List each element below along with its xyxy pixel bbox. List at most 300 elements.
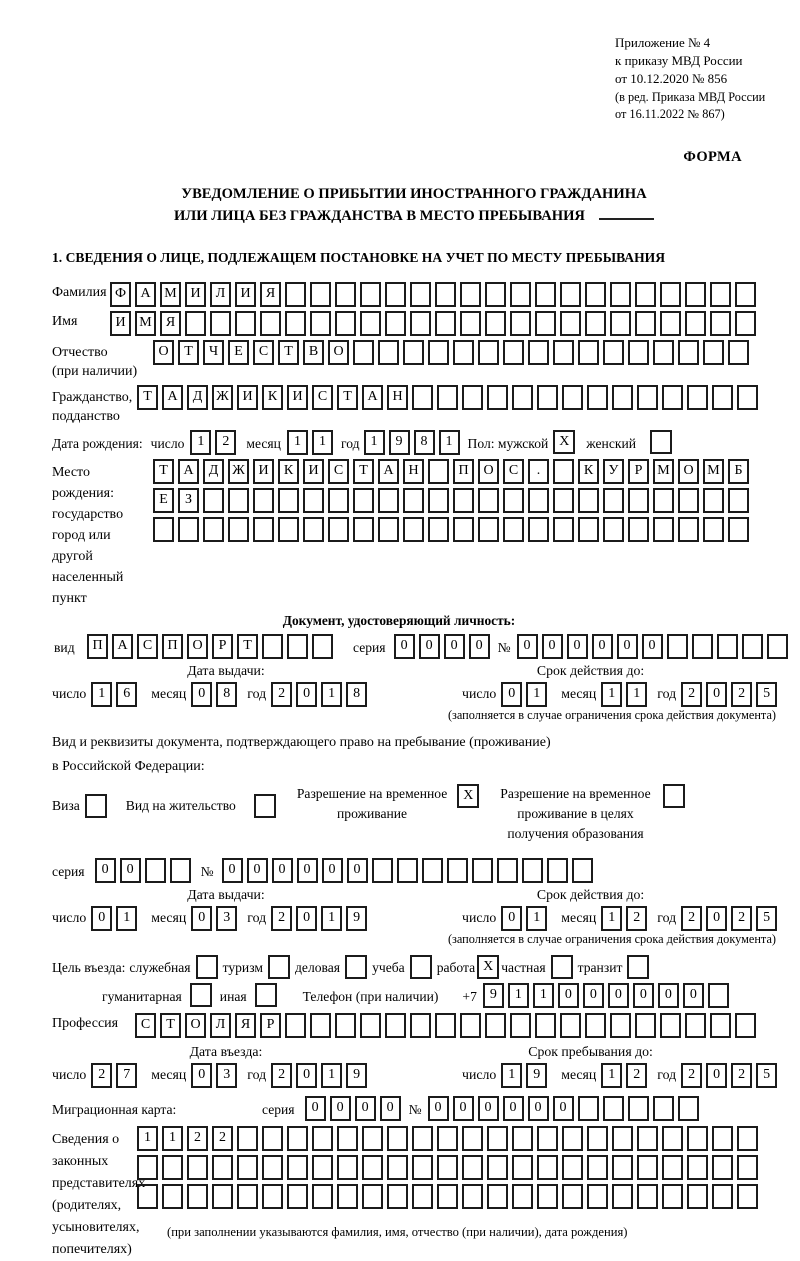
char-cell[interactable]: М	[160, 282, 181, 307]
char-cell[interactable]: Д	[203, 459, 224, 484]
char-cell[interactable]	[353, 340, 374, 365]
char-cell[interactable]: 0	[191, 682, 212, 707]
char-cell[interactable]: 1	[162, 1126, 183, 1151]
char-cell[interactable]	[145, 858, 166, 883]
sex-female-checkbox[interactable]	[650, 430, 672, 454]
char-cell[interactable]: Т	[237, 634, 258, 659]
char-cell[interactable]	[287, 634, 308, 659]
char-cell[interactable]	[535, 311, 556, 336]
char-cell[interactable]	[203, 517, 224, 542]
char-cell[interactable]: 1	[287, 430, 308, 455]
char-cell[interactable]: Е	[228, 340, 249, 365]
char-cell[interactable]: Р	[260, 1013, 281, 1038]
char-cell[interactable]	[312, 1126, 333, 1151]
purpose-option-study-checkbox[interactable]	[410, 955, 432, 979]
char-cell[interactable]: 2	[731, 1063, 752, 1088]
char-cell[interactable]	[628, 517, 649, 542]
char-cell[interactable]	[460, 311, 481, 336]
char-cell[interactable]	[137, 1184, 158, 1209]
char-cell[interactable]	[335, 311, 356, 336]
char-cell[interactable]	[610, 311, 631, 336]
char-cell[interactable]	[522, 858, 543, 883]
char-cell[interactable]: Ф	[110, 282, 131, 307]
char-cell[interactable]	[478, 517, 499, 542]
char-cell[interactable]	[385, 1013, 406, 1038]
char-cell[interactable]	[403, 340, 424, 365]
char-cell[interactable]	[412, 1184, 433, 1209]
char-cell[interactable]	[162, 1184, 183, 1209]
char-cell[interactable]: Т	[353, 459, 374, 484]
char-cell[interactable]: С	[253, 340, 274, 365]
char-cell[interactable]	[537, 385, 558, 410]
char-cell[interactable]	[412, 1126, 433, 1151]
char-cell[interactable]: 0	[355, 1096, 376, 1121]
char-cell[interactable]	[212, 1184, 233, 1209]
char-cell[interactable]	[328, 488, 349, 513]
char-cell[interactable]	[767, 634, 788, 659]
char-cell[interactable]	[653, 340, 674, 365]
char-cell[interactable]	[512, 1126, 533, 1151]
char-cell[interactable]: 0	[503, 1096, 524, 1121]
char-cell[interactable]: 9	[389, 430, 410, 455]
char-cell[interactable]	[278, 517, 299, 542]
char-cell[interactable]	[510, 1013, 531, 1038]
char-cell[interactable]: 2	[731, 682, 752, 707]
char-cell[interactable]: К	[262, 385, 283, 410]
char-cell[interactable]: И	[237, 385, 258, 410]
char-cell[interactable]	[278, 488, 299, 513]
char-cell[interactable]: 2	[626, 1063, 647, 1088]
char-cell[interactable]	[603, 340, 624, 365]
char-cell[interactable]: Н	[387, 385, 408, 410]
char-cell[interactable]: 1	[91, 682, 112, 707]
char-cell[interactable]: 0	[583, 983, 604, 1008]
char-cell[interactable]: 1	[312, 430, 333, 455]
purpose-option-humanitarian-checkbox[interactable]	[190, 983, 212, 1007]
char-cell[interactable]: А	[162, 385, 183, 410]
char-cell[interactable]	[397, 858, 418, 883]
char-cell[interactable]	[578, 517, 599, 542]
char-cell[interactable]: 0	[608, 983, 629, 1008]
char-cell[interactable]	[435, 282, 456, 307]
char-cell[interactable]	[328, 517, 349, 542]
char-cell[interactable]: К	[278, 459, 299, 484]
char-cell[interactable]	[660, 282, 681, 307]
char-cell[interactable]	[560, 282, 581, 307]
char-cell[interactable]	[422, 858, 443, 883]
char-cell[interactable]: 0	[658, 983, 679, 1008]
char-cell[interactable]: Т	[337, 385, 358, 410]
char-cell[interactable]: 5	[756, 682, 777, 707]
char-cell[interactable]	[360, 282, 381, 307]
char-cell[interactable]: А	[112, 634, 133, 659]
char-cell[interactable]	[187, 1184, 208, 1209]
char-cell[interactable]: 0	[296, 1063, 317, 1088]
char-cell[interactable]	[572, 858, 593, 883]
char-cell[interactable]	[410, 282, 431, 307]
char-cell[interactable]	[478, 340, 499, 365]
char-cell[interactable]	[337, 1155, 358, 1180]
char-cell[interactable]: О	[187, 634, 208, 659]
char-cell[interactable]: 0	[419, 634, 440, 659]
char-cell[interactable]: 1	[508, 983, 529, 1008]
char-cell[interactable]	[510, 311, 531, 336]
char-cell[interactable]	[428, 340, 449, 365]
char-cell[interactable]	[662, 385, 683, 410]
char-cell[interactable]	[378, 340, 399, 365]
sex-male-checkbox[interactable]: X	[553, 430, 575, 454]
char-cell[interactable]: Ж	[228, 459, 249, 484]
char-cell[interactable]	[260, 311, 281, 336]
char-cell[interactable]	[662, 1126, 683, 1151]
char-cell[interactable]: 2	[626, 906, 647, 931]
char-cell[interactable]	[262, 634, 283, 659]
char-cell[interactable]: Я	[260, 282, 281, 307]
char-cell[interactable]: Е	[153, 488, 174, 513]
char-cell[interactable]: Ч	[203, 340, 224, 365]
char-cell[interactable]	[678, 1096, 699, 1121]
char-cell[interactable]	[587, 1155, 608, 1180]
char-cell[interactable]	[528, 340, 549, 365]
edu-permit-checkbox[interactable]	[663, 784, 685, 808]
char-cell[interactable]: 1	[190, 430, 211, 455]
char-cell[interactable]: 0	[642, 634, 663, 659]
char-cell[interactable]	[742, 634, 763, 659]
char-cell[interactable]	[603, 1096, 624, 1121]
char-cell[interactable]	[662, 1184, 683, 1209]
char-cell[interactable]	[628, 488, 649, 513]
char-cell[interactable]	[610, 282, 631, 307]
purpose-option-transit-checkbox[interactable]	[627, 955, 649, 979]
char-cell[interactable]: 1	[526, 682, 547, 707]
char-cell[interactable]	[453, 488, 474, 513]
char-cell[interactable]	[360, 311, 381, 336]
char-cell[interactable]	[478, 488, 499, 513]
char-cell[interactable]: С	[312, 385, 333, 410]
char-cell[interactable]: 1	[601, 906, 622, 931]
char-cell[interactable]	[212, 1155, 233, 1180]
char-cell[interactable]	[562, 385, 583, 410]
char-cell[interactable]: 1	[137, 1126, 158, 1151]
char-cell[interactable]: О	[153, 340, 174, 365]
char-cell[interactable]	[637, 1126, 658, 1151]
char-cell[interactable]: О	[678, 459, 699, 484]
char-cell[interactable]	[237, 1184, 258, 1209]
char-cell[interactable]: 8	[346, 682, 367, 707]
char-cell[interactable]: 1	[501, 1063, 522, 1088]
char-cell[interactable]: О	[185, 1013, 206, 1038]
char-cell[interactable]	[472, 858, 493, 883]
char-cell[interactable]: 1	[526, 906, 547, 931]
char-cell[interactable]: С	[503, 459, 524, 484]
char-cell[interactable]	[737, 1155, 758, 1180]
char-cell[interactable]: 0	[444, 634, 465, 659]
char-cell[interactable]: П	[453, 459, 474, 484]
char-cell[interactable]	[228, 488, 249, 513]
char-cell[interactable]	[687, 1126, 708, 1151]
temp-permit-checkbox[interactable]: X	[457, 784, 479, 808]
residence-permit-checkbox[interactable]	[254, 794, 276, 818]
char-cell[interactable]: 0	[517, 634, 538, 659]
char-cell[interactable]: 9	[346, 1063, 367, 1088]
char-cell[interactable]: 0	[683, 983, 704, 1008]
char-cell[interactable]	[578, 340, 599, 365]
char-cell[interactable]	[437, 1126, 458, 1151]
visa-checkbox[interactable]	[85, 794, 107, 818]
char-cell[interactable]	[735, 282, 756, 307]
char-cell[interactable]: 0	[91, 906, 112, 931]
purpose-option-other-checkbox[interactable]	[255, 983, 277, 1007]
char-cell[interactable]: 0	[95, 858, 116, 883]
char-cell[interactable]	[162, 1155, 183, 1180]
char-cell[interactable]	[603, 517, 624, 542]
char-cell[interactable]	[512, 1155, 533, 1180]
char-cell[interactable]: И	[110, 311, 131, 336]
char-cell[interactable]	[685, 1013, 706, 1038]
char-cell[interactable]	[312, 634, 333, 659]
char-cell[interactable]	[610, 1013, 631, 1038]
char-cell[interactable]	[512, 385, 533, 410]
char-cell[interactable]: М	[135, 311, 156, 336]
char-cell[interactable]	[553, 517, 574, 542]
purpose-option-business-checkbox[interactable]	[196, 955, 218, 979]
char-cell[interactable]	[337, 1126, 358, 1151]
char-cell[interactable]: 8	[216, 682, 237, 707]
char-cell[interactable]: 2	[187, 1126, 208, 1151]
char-cell[interactable]	[410, 1013, 431, 1038]
char-cell[interactable]	[535, 282, 556, 307]
char-cell[interactable]	[428, 488, 449, 513]
char-cell[interactable]	[612, 1155, 633, 1180]
char-cell[interactable]: А	[362, 385, 383, 410]
char-cell[interactable]	[537, 1184, 558, 1209]
char-cell[interactable]	[460, 1013, 481, 1038]
char-cell[interactable]: 0	[296, 906, 317, 931]
char-cell[interactable]	[210, 311, 231, 336]
char-cell[interactable]	[712, 385, 733, 410]
char-cell[interactable]	[378, 488, 399, 513]
char-cell[interactable]: 1	[533, 983, 554, 1008]
char-cell[interactable]: 0	[305, 1096, 326, 1121]
char-cell[interactable]: Р	[212, 634, 233, 659]
char-cell[interactable]	[453, 340, 474, 365]
char-cell[interactable]: И	[253, 459, 274, 484]
char-cell[interactable]	[285, 1013, 306, 1038]
char-cell[interactable]	[187, 1155, 208, 1180]
char-cell[interactable]	[678, 340, 699, 365]
char-cell[interactable]: 0	[706, 1063, 727, 1088]
char-cell[interactable]	[553, 488, 574, 513]
char-cell[interactable]	[262, 1126, 283, 1151]
char-cell[interactable]: 0	[501, 906, 522, 931]
char-cell[interactable]: 3	[216, 906, 237, 931]
char-cell[interactable]	[667, 634, 688, 659]
char-cell[interactable]: 0	[478, 1096, 499, 1121]
char-cell[interactable]	[385, 282, 406, 307]
char-cell[interactable]: 0	[706, 682, 727, 707]
char-cell[interactable]	[653, 1096, 674, 1121]
char-cell[interactable]: 5	[756, 1063, 777, 1088]
char-cell[interactable]	[460, 282, 481, 307]
char-cell[interactable]	[547, 858, 568, 883]
char-cell[interactable]: 2	[681, 906, 702, 931]
char-cell[interactable]	[712, 1126, 733, 1151]
char-cell[interactable]	[387, 1126, 408, 1151]
char-cell[interactable]: Б	[728, 459, 749, 484]
char-cell[interactable]	[485, 1013, 506, 1038]
char-cell[interactable]	[285, 282, 306, 307]
char-cell[interactable]	[237, 1126, 258, 1151]
char-cell[interactable]	[285, 311, 306, 336]
char-cell[interactable]	[235, 311, 256, 336]
char-cell[interactable]: Н	[403, 459, 424, 484]
char-cell[interactable]: К	[578, 459, 599, 484]
char-cell[interactable]: 1	[626, 682, 647, 707]
char-cell[interactable]	[710, 282, 731, 307]
char-cell[interactable]	[137, 1155, 158, 1180]
char-cell[interactable]	[687, 1184, 708, 1209]
char-cell[interactable]: 0	[394, 634, 415, 659]
char-cell[interactable]: 2	[271, 682, 292, 707]
char-cell[interactable]	[185, 311, 206, 336]
char-cell[interactable]	[562, 1184, 583, 1209]
purpose-option-private-checkbox[interactable]	[551, 955, 573, 979]
char-cell[interactable]	[403, 517, 424, 542]
char-cell[interactable]: Т	[178, 340, 199, 365]
char-cell[interactable]: 2	[681, 1063, 702, 1088]
char-cell[interactable]	[287, 1126, 308, 1151]
purpose-option-tourism-checkbox[interactable]	[268, 955, 290, 979]
char-cell[interactable]: А	[135, 282, 156, 307]
char-cell[interactable]	[262, 1184, 283, 1209]
char-cell[interactable]	[237, 1155, 258, 1180]
char-cell[interactable]	[637, 1155, 658, 1180]
char-cell[interactable]	[737, 385, 758, 410]
char-cell[interactable]	[203, 488, 224, 513]
char-cell[interactable]	[728, 517, 749, 542]
char-cell[interactable]: 0	[542, 634, 563, 659]
char-cell[interactable]	[337, 1184, 358, 1209]
char-cell[interactable]: Ж	[212, 385, 233, 410]
char-cell[interactable]: 5	[756, 906, 777, 931]
char-cell[interactable]: 0	[428, 1096, 449, 1121]
char-cell[interactable]: Д	[187, 385, 208, 410]
char-cell[interactable]	[637, 1184, 658, 1209]
char-cell[interactable]: 1	[601, 1063, 622, 1088]
char-cell[interactable]	[335, 282, 356, 307]
char-cell[interactable]	[687, 1155, 708, 1180]
char-cell[interactable]	[678, 488, 699, 513]
char-cell[interactable]	[262, 1155, 283, 1180]
char-cell[interactable]: М	[653, 459, 674, 484]
char-cell[interactable]	[510, 282, 531, 307]
char-cell[interactable]: 0	[553, 1096, 574, 1121]
char-cell[interactable]	[303, 488, 324, 513]
char-cell[interactable]: Т	[160, 1013, 181, 1038]
char-cell[interactable]: А	[178, 459, 199, 484]
char-cell[interactable]: 2	[215, 430, 236, 455]
char-cell[interactable]	[562, 1155, 583, 1180]
char-cell[interactable]: Я	[160, 311, 181, 336]
char-cell[interactable]: 0	[617, 634, 638, 659]
char-cell[interactable]: 8	[414, 430, 435, 455]
char-cell[interactable]: 1	[116, 906, 137, 931]
char-cell[interactable]	[253, 488, 274, 513]
char-cell[interactable]: Р	[628, 459, 649, 484]
char-cell[interactable]: 7	[116, 1063, 137, 1088]
char-cell[interactable]: 9	[526, 1063, 547, 1088]
char-cell[interactable]: 0	[633, 983, 654, 1008]
char-cell[interactable]	[485, 311, 506, 336]
char-cell[interactable]: С	[137, 634, 158, 659]
char-cell[interactable]: О	[328, 340, 349, 365]
char-cell[interactable]	[362, 1184, 383, 1209]
char-cell[interactable]	[403, 488, 424, 513]
char-cell[interactable]: И	[185, 282, 206, 307]
char-cell[interactable]	[712, 1155, 733, 1180]
char-cell[interactable]	[678, 517, 699, 542]
char-cell[interactable]: И	[303, 459, 324, 484]
char-cell[interactable]: 0	[347, 858, 368, 883]
char-cell[interactable]	[512, 1184, 533, 1209]
char-cell[interactable]	[587, 385, 608, 410]
char-cell[interactable]	[528, 517, 549, 542]
char-cell[interactable]: 0	[120, 858, 141, 883]
char-cell[interactable]	[428, 459, 449, 484]
char-cell[interactable]	[537, 1155, 558, 1180]
char-cell[interactable]	[737, 1126, 758, 1151]
char-cell[interactable]	[612, 385, 633, 410]
char-cell[interactable]: 0	[191, 906, 212, 931]
char-cell[interactable]: А	[378, 459, 399, 484]
char-cell[interactable]: 2	[731, 906, 752, 931]
char-cell[interactable]: 2	[271, 906, 292, 931]
char-cell[interactable]	[312, 1184, 333, 1209]
char-cell[interactable]	[562, 1126, 583, 1151]
char-cell[interactable]	[628, 1096, 649, 1121]
char-cell[interactable]	[717, 634, 738, 659]
char-cell[interactable]	[360, 1013, 381, 1038]
char-cell[interactable]	[228, 517, 249, 542]
char-cell[interactable]	[310, 282, 331, 307]
char-cell[interactable]	[453, 517, 474, 542]
purpose-option-commercial-checkbox[interactable]	[345, 955, 367, 979]
char-cell[interactable]	[487, 1184, 508, 1209]
char-cell[interactable]	[497, 858, 518, 883]
char-cell[interactable]	[712, 1184, 733, 1209]
char-cell[interactable]	[447, 858, 468, 883]
char-cell[interactable]	[310, 311, 331, 336]
char-cell[interactable]	[635, 311, 656, 336]
char-cell[interactable]: 0	[558, 983, 579, 1008]
char-cell[interactable]: 1	[321, 682, 342, 707]
char-cell[interactable]	[710, 1013, 731, 1038]
char-cell[interactable]	[587, 1126, 608, 1151]
char-cell[interactable]	[553, 340, 574, 365]
char-cell[interactable]: Л	[210, 1013, 231, 1038]
char-cell[interactable]	[153, 517, 174, 542]
char-cell[interactable]: В	[303, 340, 324, 365]
char-cell[interactable]: 2	[681, 682, 702, 707]
char-cell[interactable]	[637, 385, 658, 410]
char-cell[interactable]	[537, 1126, 558, 1151]
char-cell[interactable]: 9	[483, 983, 504, 1008]
char-cell[interactable]	[703, 340, 724, 365]
char-cell[interactable]	[635, 1013, 656, 1038]
char-cell[interactable]	[385, 311, 406, 336]
char-cell[interactable]	[585, 311, 606, 336]
char-cell[interactable]	[178, 517, 199, 542]
